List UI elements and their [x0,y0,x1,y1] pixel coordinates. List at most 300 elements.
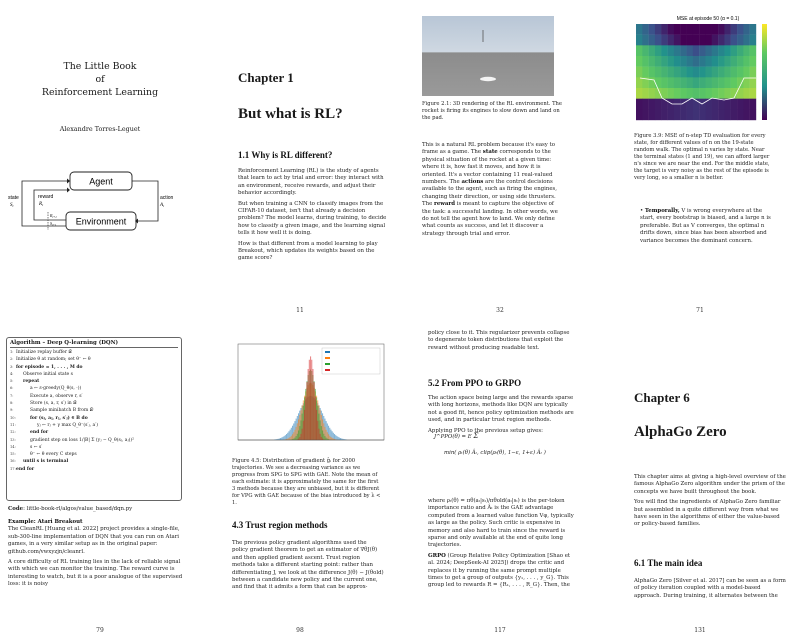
heatmap-cell [705,45,712,56]
section-heading: 1.1 Why is RL different? [238,150,333,160]
heatmap-cell [687,77,694,88]
line-number: 8: [10,401,14,406]
heatmap-cell [750,109,757,120]
mse-heatmap [626,14,786,130]
heatmap-cell [743,99,750,110]
heatmap-cell [636,56,643,67]
histogram-bar [338,437,339,440]
body-text [634,474,786,532]
heatmap-cell [718,24,725,35]
algorithm-line [10,393,178,400]
heatmap-cell [687,56,694,67]
heatmap-cell [668,109,675,120]
heatmap-cell [699,35,706,46]
line-number: 6: [10,386,14,391]
heatmap-cell [642,24,649,35]
heatmap-cell [655,56,662,67]
heatmap-cell [674,109,681,120]
heatmap-cell [724,35,731,46]
next-reward-symbol: R [50,213,53,218]
histogram-bar [316,410,317,440]
algorithm-line [10,356,178,363]
heatmap-cell [649,56,656,67]
svg-text:St [10,203,15,208]
heatmap-cell [750,77,757,88]
book-page-98 [200,320,400,640]
title-line-1: The Little Book [63,61,137,72]
histogram-bar [320,434,321,440]
heatmap-cell [693,56,700,67]
paragraph: The action space being large and the rewards sparse with long horizons, methods like DQN are typically not a good fit, hence policy optimization methods are used, and in particular trust region methods. [428,395,574,424]
heatmap-cell [674,45,681,56]
histogram-bar [296,436,297,440]
body-text: The previous policy gradient algorithms used the policy gradient theorem to get an estimator of ∇θJ(θ) and then applied gradient ascent. Trust region methods take a different starting point: rather than differentiating J, we look at the difference J(θ) − J(θold) between a candidate new policy and the current one, and find that it admits a form that can be approx- [232,540,384,591]
histogram-bar [302,429,303,440]
heatmap-cell [680,77,687,88]
heatmap-cell [687,88,694,99]
heatmap-cell [661,88,668,99]
line-number: 1: [10,350,14,354]
heatmap-cell [699,109,706,120]
heatmap-cell [687,45,694,56]
heatmap-cell [731,56,738,67]
heatmap-cell [668,24,675,35]
algorithm-line [10,364,178,371]
heatmap-cell [750,45,757,56]
heatmap-cell [649,45,656,56]
title-line-2: of [95,74,105,85]
heatmap-cell [661,35,668,46]
heatmap-cell [731,99,738,110]
heatmap-cell [649,109,656,120]
term-reward: reward [433,201,455,208]
heatmap-cell [642,67,649,78]
heatmap-cell [674,77,681,88]
chapter-title: AlphaGo Zero [634,424,727,440]
heatmap-cell [642,99,649,110]
histogram-bar [282,437,283,440]
histogram-bar [326,438,327,440]
heatmap-cell [642,88,649,99]
histogram-bar [312,369,313,440]
histogram-bar [288,438,289,440]
heatmap-cell [687,24,694,35]
action-label: action [160,195,174,201]
heatmap-cell [636,35,643,46]
algorithm-line [10,400,178,407]
histogram-bar [330,437,331,440]
heatmap-cell [668,77,675,88]
line-number: 10: [10,415,16,420]
algorithm-line [10,458,178,465]
line-number: 7: [10,393,14,398]
line-number: 3: [10,364,14,369]
heatmap-cell [743,88,750,99]
chapter-label: Chapter 1 [238,70,294,85]
heatmap-cell [655,109,662,120]
line-text: Initialize θ at random; set θ⁻ ← θ [16,357,91,363]
heatmap-cell [712,45,719,56]
heatmap-cell [724,88,731,99]
algorithm-title: Algorithm – Deep Q-learning (DQN) [10,340,178,348]
reward-label: reward [38,194,54,200]
line-text: θ⁻ ← θ every C steps [30,452,77,458]
body-fragment: is meant to capture the objective of the task: a successful landing. In other words, we do not tell the agent how to land. We only define what counts as success, and let it discover a strategy through trial and error. [422,201,558,237]
heatmap-cell [750,99,757,110]
heatmap-cell [705,24,712,35]
book-page-title [0,0,200,320]
heatmap-cell [718,67,725,78]
heatmap-cell [674,35,681,46]
page-number: 32 [496,307,504,314]
algorithm-line [10,385,178,392]
heatmap-cells [636,24,756,120]
histogram-bar [339,438,340,440]
heatmap-cell [661,67,668,78]
histogram-bar [315,396,316,440]
body-fragment: are the control decisions available to the agent, such as firing the engines, changing their direction, or using side thrusters. The [422,179,557,208]
algorithm-line [10,371,178,378]
heatmap-cell [661,45,668,56]
book-page-79 [0,320,200,640]
heatmap-cell [636,77,643,88]
heatmap-cell [718,45,725,56]
line-number: 15: [10,452,16,457]
heatmap-cell [668,35,675,46]
heatmap-cell [642,109,649,120]
histogram-bar [317,421,318,440]
page-number: 79 [96,627,104,634]
heatmap-cell [680,45,687,56]
paragraph: AlphaGo Zero [Silver et al. 2017] can be seen as a form of policy iteration coupled with a model-based approach. During training, it alternates between the [634,578,786,599]
line-text: for episode = 1, . . . , M do [16,364,83,370]
paragraph: Reinforcement Learning (RL) is the study of agents that learn to act by trial and error: they interact with an environment, receive rewards, and adjust their behavior accordingly. [238,168,384,197]
line-text: Execute a, observe r, s′ [30,393,83,399]
line-text: a ← ε-greedy(Q_θ(s, ·)) [30,386,82,392]
paragraph-text: (Group Relative Policy Optimization [Shao et al. 2024; DeepSeek-AI 2025]) drops the critic and replaces it by running the same prompt multiple times to get a group of outputs {y₁, . . . , y_G}. This group led to rewards R = {R₁, . . . , R_G}. Then, the [428,552,571,589]
code-reference [8,506,132,512]
heatmap-cell [636,24,643,35]
heatmap-cell [712,77,719,88]
histogram-bar [340,438,341,440]
section-heading: 4.3 Trust region methods [232,520,328,530]
paragraph: policy close to it. This regularizer prevents collapse to degenerate token distributions that exploit the reward without producing readable text. [428,330,570,351]
heatmap-cell [636,67,643,78]
page-number: 11 [296,307,304,314]
algorithm-line [10,415,178,422]
heatmap-cell [743,24,750,35]
heatmap-cell [731,35,738,46]
term-state: state [482,149,498,156]
heatmap-cell [661,99,668,110]
title-line-3: Reinforcement Learning [41,87,159,98]
heatmap-cell [718,56,725,67]
body-text [238,168,388,266]
algorithm-box [6,337,182,501]
rocket-render-image [422,16,554,96]
term-grpo: GRPO [428,552,446,559]
line-text: yⱼ ← rⱼ + γ max Q_θ⁻(s′ⱼ, a′) [37,422,98,428]
equation-sum: Σ [473,432,479,440]
section-heading: 6.1 The main idea [634,558,703,568]
paragraph: But when training a CNN to classify images from the CIFAR-10 dataset, isn't that already a decision problem? The model learns, during training, to decide how to classify a given image, and the learning signal tells it how well it is doing. [238,200,387,237]
histogram-bar [321,437,322,440]
code-path: : little-book-rl/algos/value_based/dqn.py [23,506,133,512]
heatmap-cell [649,88,656,99]
heatmap-cell [680,109,687,120]
algorithm-line [10,444,178,451]
histogram-bar [311,360,312,440]
line-number: 4: [10,371,14,376]
bullet-item: • Temporally, V is wrong everywhere at the start, every bootstrap is biased, and a large n is preferable. But as V converges, the optimal n drifts down, since bias has been absorbed and variance becomes the dominant concern. [640,208,771,244]
algorithm-line [10,437,178,444]
heatmap-cell [668,67,675,78]
heatmap-cell [680,88,687,99]
bullet-text: V is wrong everywhere at the start, every bootstrap is biased, and a large n is preferable. But as V converges, the optimal n drifts down, since bias has been absorbed and variance becomes the dominant concern. [640,208,771,244]
chapter-title: But what is RL? [238,106,343,122]
bullet-lead: Temporally, [644,208,680,214]
histogram-bar [305,396,306,440]
reward-subscript: t [42,203,44,207]
heatmap-cell [712,35,719,46]
histogram-bar [322,430,323,440]
action-symbol: A [160,203,164,208]
paragraph: A core difficulty of RL training lies in the lack of reliable signal with which we can monitor the training. The reward curve is interesting to watch, but it is a poor analogue of the supervised loss: it is noisy [8,559,183,588]
agent-label: Agent [89,176,113,187]
heatmap-cell [712,67,719,78]
heatmap-cell [655,77,662,88]
heatmap-cell [737,56,744,67]
heatmap-cell [699,24,706,35]
line-number: 17: [10,466,16,471]
line-number: 5: [10,379,14,384]
heatmap-cell [731,24,738,35]
heatmap-cell [724,99,731,110]
heatmap-cell [737,109,744,120]
heatmap-cell [731,45,738,56]
heatmap-cell [718,77,725,88]
heatmap-cell [705,88,712,99]
heatmap-cell [737,35,744,46]
line-text: Sample minibatch B from 𝒟 [30,408,94,414]
line-text: until s is terminal [23,459,69,465]
heatmap-cell [655,67,662,78]
heatmap-cell [718,109,725,120]
code-label: Code [8,506,24,512]
heatmap-cell [693,35,700,46]
heatmap-cell [705,77,712,88]
algorithm-lines [10,349,178,473]
heatmap-cell [655,35,662,46]
heatmap-cell [674,56,681,67]
reward-symbol: R [39,202,43,207]
heatmap-cell [649,67,656,78]
heatmap-cell [724,67,731,78]
algorithm-line [10,451,178,458]
heatmap-cell [674,67,681,78]
heatmap-cell [712,56,719,67]
book-page-131 [600,320,800,640]
heatmap-cell [712,88,719,99]
heatmap-cell [687,109,694,120]
histogram-bar [298,430,299,440]
heatmap-cell [699,88,706,99]
next-reward-subscript: t+1 [52,215,57,219]
heatmap-title: MSE at episode 50 (α = 0.1) [676,16,740,22]
body-text [422,142,562,238]
histogram-bar [285,435,286,440]
heatmap-cell [750,35,757,46]
heatmap-cell [693,24,700,35]
line-number: 16: [10,459,16,464]
heatmap-cell [668,88,675,99]
heatmap-cell [724,77,731,88]
heatmap-cell [649,99,656,110]
landing-pad-icon [480,77,496,81]
heatmap-cell [636,99,643,110]
section-heading: 5.2 From PPO to GRPO [428,378,522,388]
page-number: 131 [694,627,706,634]
example-block [8,519,188,592]
paragraph: How is that different from a model learning to play Breakout, which updates its weights based on the game score? [238,240,378,262]
equation-min-term: min( ρₜ(θ) Âₜ, clip(ρₜ(θ), 1−ε, 1+ε) Âₜ ) [444,450,546,456]
heatmap-cell [636,88,643,99]
heatmap-cell [712,24,719,35]
heatmap-cell [750,24,757,35]
histogram-bar [336,436,337,440]
heatmap-cell [737,77,744,88]
heatmap-cell [699,56,706,67]
heatmap-cell [750,88,757,99]
line-text: for (sⱼ, aⱼ, rⱼ, s′ⱼ) ∈ B do [30,415,88,421]
figure-caption: Figure 4.5: Distribution of gradient ĝᵢ for 2000 trajectories. We see a decreasing variance as we progress from SPG to SPG with GAE. Note the mean of each estimate: it is approximately the same for the first 3 methods because they are unbiased, but it is different for VPG with GAE because of the bias introduced by λ < 1. [232,458,381,506]
heatmap-cell [743,56,750,67]
heatmap-cell [750,56,757,67]
line-text: repeat [23,379,40,385]
heatmap-cell [699,77,706,88]
histogram-bar [335,435,336,440]
line-number: 2: [10,357,14,362]
svg-text:At [159,203,165,208]
state-arrow [22,181,68,226]
heatmap-cell [642,35,649,46]
histogram-bar [284,436,285,440]
paragraph: The CleanRL [Huang et al. 2022] project provides a single-file, sub-300-line implementation of DQN that you can run on Atari games, in a very similar setup as in the original paper: github.com/vwxyzjn/cleanrl. [8,526,180,555]
heatmap-cell [737,99,744,110]
heatmap-cell [649,35,656,46]
histogram-legend [322,348,380,374]
algorithm-line [10,466,178,473]
state-symbol: S [10,203,13,208]
heatmap-cell [693,88,700,99]
heatmap-cell [699,45,706,56]
equation-lhs: J^PPO(θ) = E [434,434,472,440]
histogram-bar [310,356,311,440]
line-text: Store (s, a, r, s′) in 𝒟 [30,401,77,407]
heatmap-cell [743,77,750,88]
state-subscript: t [12,204,14,208]
histogram-bar [304,410,305,440]
heatmap-cell [743,35,750,46]
histogram-bar [314,382,315,440]
heatmap-cell [636,109,643,120]
heatmap-cell [693,109,700,120]
heatmap-cell [693,77,700,88]
svg-text:Rt+1 [49,213,57,219]
heatmap-cell [712,99,719,110]
heatmap-cell [718,88,725,99]
histogram-bar [306,382,307,440]
heatmap-cell [661,56,668,67]
body-fragment: This is a natural RL problem because it's easy to frame as a game. The [422,142,555,156]
heatmap-cell [674,24,681,35]
histogram-bar [290,437,291,440]
heatmap-cell [693,45,700,56]
page-number: 71 [696,307,704,314]
heatmap-cell [724,109,731,120]
book-page-chapter1 [200,0,400,320]
heatmap-cell [668,56,675,67]
paragraph: This chapter aims at giving a high-level overview of the famous AlphaGo Zero algorithm under the prism of the concepts we have built throughout the book. [634,474,786,495]
heatmap-cell [737,67,744,78]
line-number: 13: [10,437,16,442]
heatmap-cell [655,24,662,35]
heatmap-cell [705,56,712,67]
heatmap-cell [693,67,700,78]
histogram-bar [329,436,330,440]
figure-caption: Figure 3.9: MSE of n-step TD evaluation for every state, for different values of n on the 19-state random walk. The optimal n varies by state. Near the terminal states (1 and 19), we can afford larger n's since we are near the end. For the middle state, the target is very noisy as the rest of the episode is very long, so a smaller n is better. [634,133,770,181]
line-number: 12: [10,430,16,435]
heatmap-cell [636,45,643,56]
body-text [428,498,574,593]
heatmap-cell [718,35,725,46]
heatmap-cell [655,99,662,110]
line-number: 11: [10,422,16,427]
heatmap-cell [668,45,675,56]
histogram-bar [332,438,333,440]
paragraph: You will find the ingredients of AlphaGo Zero familiar but assembled in a quite different way from what we have seen in the algorithms of either the value-based or policy-based families. [634,499,781,528]
svg-text:St+1 [50,221,57,227]
heatmap-cell [731,67,738,78]
paragraph: Applying PPO to the previous setup gives: [428,427,543,434]
histogram-bar [299,437,300,440]
histogram-bar [303,421,304,440]
line-text: Observe initial state s [23,371,73,377]
action-subscript: t [163,204,165,208]
heatmap-cell [699,67,706,78]
algorithm-line [10,407,178,414]
figure-caption: Figure 2.1: 3D rendering of the RL environment. The rocket is firing its engines to slow down and land on the pad. [422,101,562,121]
paragraph: where ρₜ(θ) = πθ(aₜ|sₜ)/πθold(aₜ|sₜ) is the per-token importance ratio and Âₜ is the GAE advantage computed from a learned value function Vφ, typically as large as the policy. Such critic is expensive in memory and also hard to train since the reward is sparse and only available at the end of quite long trajectories. [428,498,574,549]
gradient-histogram [230,342,386,452]
chapter-label: Chapter 6 [634,390,690,405]
heatmap-cell [649,24,656,35]
heatmap-cell [705,67,712,78]
histogram-bar [328,434,329,440]
heatmap-cell [687,67,694,78]
histogram-bar [291,436,292,440]
heatmap-cell [642,45,649,56]
heatmap-cell [655,45,662,56]
histogram-bar [309,360,310,440]
histogram-bar [318,429,319,440]
histogram-bar [294,438,295,440]
heatmap-cell [661,109,668,120]
ppo-equation [434,432,574,492]
line-number: 9: [10,408,14,413]
line-text: end for [30,430,49,436]
heatmap-cell [687,35,694,46]
